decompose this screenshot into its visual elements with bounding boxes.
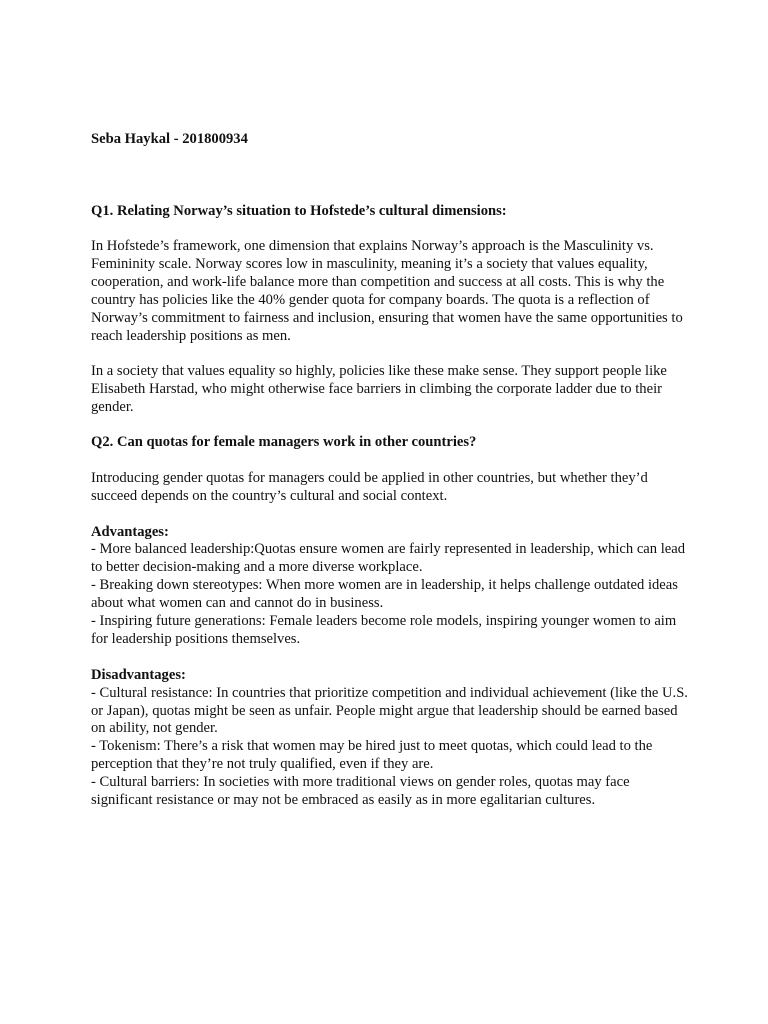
- disadvantage-item: - Tokenism: There’s a risk that women may be hired just to meet quotas, which could lead to the perception that they’re not truly qualified, even if they are.: [91, 738, 653, 773]
- q2-intro: Introducing gender quotas for managers could be applied in other countries, but whether they’d succeed depends on the country’s cultural and social context.: [91, 469, 648, 504]
- advantages-heading: Advantages:: [91, 523, 169, 540]
- advantage-item: - Breaking down stereotypes: When more women are in leadership, it helps challenge outdated ideas about what women can and cannot do in business.: [91, 577, 678, 612]
- author-line: Seba Haykal - 201800934: [91, 131, 248, 147]
- spacer: [91, 649, 691, 667]
- q1-body: [91, 238, 691, 417]
- disadvantage-item: - Cultural barriers: In societies with more traditional views on gender roles, quotas may face significant resistance or may not be embraced as easily as in more egalitarian cultures.: [91, 774, 630, 809]
- disadvantage-item: - Cultural resistance: In countries that prioritize competition and individual achievement (like the U.S. or Japan), quotas might be seen as unfair. People might argue that leadership should be earned based on ability, not gender.: [91, 684, 688, 737]
- q1-heading: Q1. Relating Norway’s situation to Hofstede’s cultural dimensions:: [91, 203, 507, 219]
- advantage-item: - Inspiring future generations: Female leaders become role models, inspiring younger women to aim for leadership positions themselves.: [91, 613, 677, 647]
- spacer: [91, 506, 691, 524]
- disadvantages-heading: Disadvantages:: [91, 666, 186, 683]
- q1-paragraph: In Hofstede’s framework, one dimension that explains Norway’s approach is the Masculinity vs. Femininity scale. Norway scores low in masculinity, meaning it’s a society that values equality, cooperation, and work-life balance more than competition and success at all costs. This is why the country has policies like the 40% gender quota for company boards. The quota is a reflection of Norway’s commitment to fairness and inclusion, ensuring that women have the same opportunities to reach leadership positions as men.: [91, 238, 683, 344]
- spacer: [91, 452, 691, 470]
- q1-paragraph: In a society that values equality so highly, policies like these make sense. They support people like Elisabeth Harstad, who might otherwise face barriers in climbing the corporate ladder due to their gender.: [91, 363, 667, 416]
- q2-heading: Q2. Can quotas for female managers work in other countries?: [91, 434, 477, 450]
- advantage-item: - More balanced leadership:Quotas ensure women are fairly represented in leadership, which can lead to better decision-making and a more diverse workplace.: [91, 541, 686, 576]
- q2-section: [91, 434, 691, 810]
